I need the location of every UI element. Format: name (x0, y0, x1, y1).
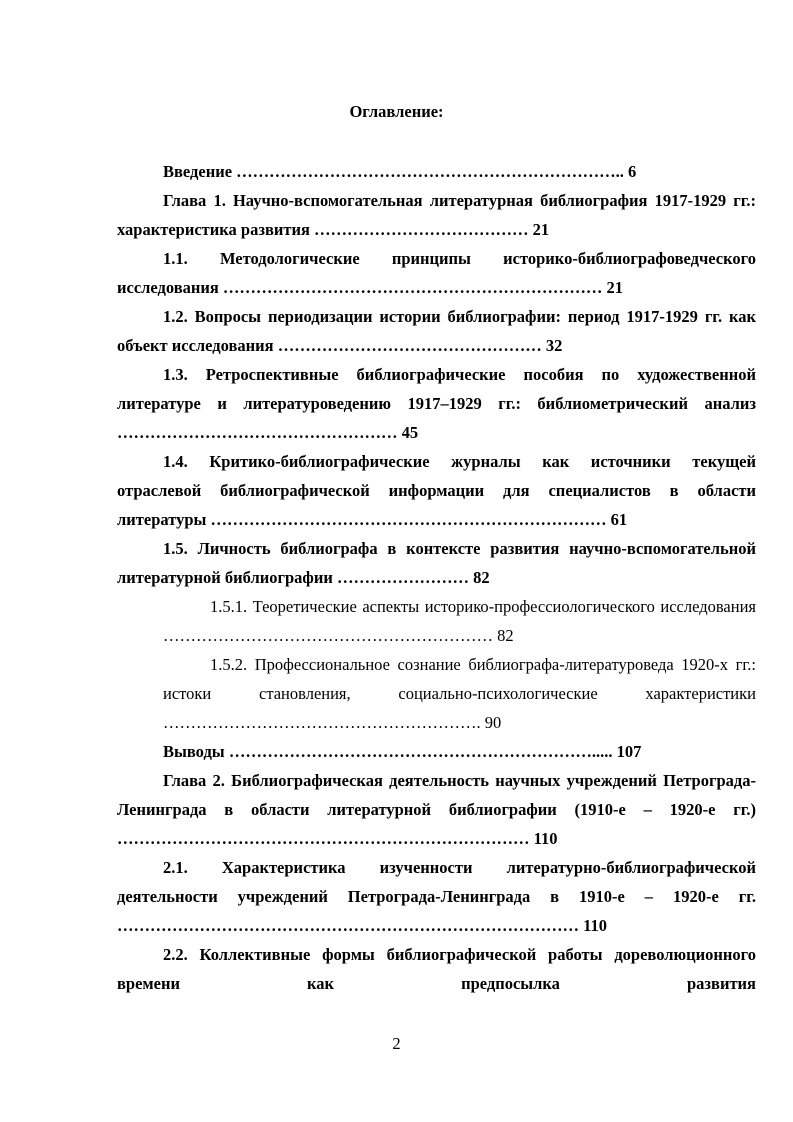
toc-entry-1-4[interactable]: 1.4. Критико-библиографические журналы как источники текущей отраслевой библиографической информации для специалистов в области литературы ……………………………………………………………… 61 (117, 452, 756, 529)
toc-entry-1-5-2[interactable]: 1.5.2. Профессиональное сознание библиографа-литературоведа 1920-х гг.: истоки становления, социально-психологические характеристики …………………………………………………. 90 (163, 655, 756, 732)
toc-entry-chapter-1[interactable]: Глава 1. Научно-вспомогательная литературная библиография 1917-1929 гг.: характеристика развития ………………………………… 21 (117, 191, 756, 239)
toc-entry-1-2[interactable]: 1.2. Вопросы периодизации истории библиографии: период 1917-1929 гг. как объект исследования ………………………………………… 32 (117, 307, 756, 355)
toc-entry-chapter-2[interactable]: Глава 2. Библиографическая деятельность научных учреждений Петрограда-Ленинграда в области литературной библиографии (1910-е – 1920-е гг.) ………………………………………………………………… 110 (117, 771, 756, 848)
toc-entry-introduction[interactable]: Введение …………………………………………………………….. 6 (163, 162, 637, 181)
toc-entry-conclusions[interactable]: Выводы …………………………………………………………..... 107 (163, 742, 642, 761)
toc-entry-2-2[interactable]: 2.2. Коллективные формы библиографической работы дореволюционного времени как предпосылка развития (117, 945, 756, 993)
toc-entry-1-3[interactable]: 1.3. Ретроспективные библиографические пособия по художественной литературе и литературоведению 1917–1929 гг.: библиометрический анализ …………………………………………… 45 (117, 365, 756, 442)
toc-entry-1-1[interactable]: 1.1. Методологические принципы историко-библиографоведческого исследования …………………………………………………………… 21 (117, 249, 756, 297)
page-title: Оглавление: (349, 102, 444, 121)
toc-entry-2-1[interactable]: 2.1. Характеристика изученности литературно-библиографической деятельности учреждений Петрограда-Ленинграда в 1910-е – 1920-е гг. ………………………………………………………………………… 110 (117, 858, 756, 935)
toc-entry-1-5[interactable]: 1.5. Личность библиографа в контексте развития научно-вспомогательной литературной библиографии …………………… 82 (117, 539, 756, 587)
table-of-contents (117, 157, 756, 998)
page-number: 2 (392, 1034, 401, 1053)
toc-entry-1-5-1[interactable]: 1.5.1. Теоретические аспекты историко-профессиологического исследования …………………………………………………… 82 (163, 597, 756, 645)
